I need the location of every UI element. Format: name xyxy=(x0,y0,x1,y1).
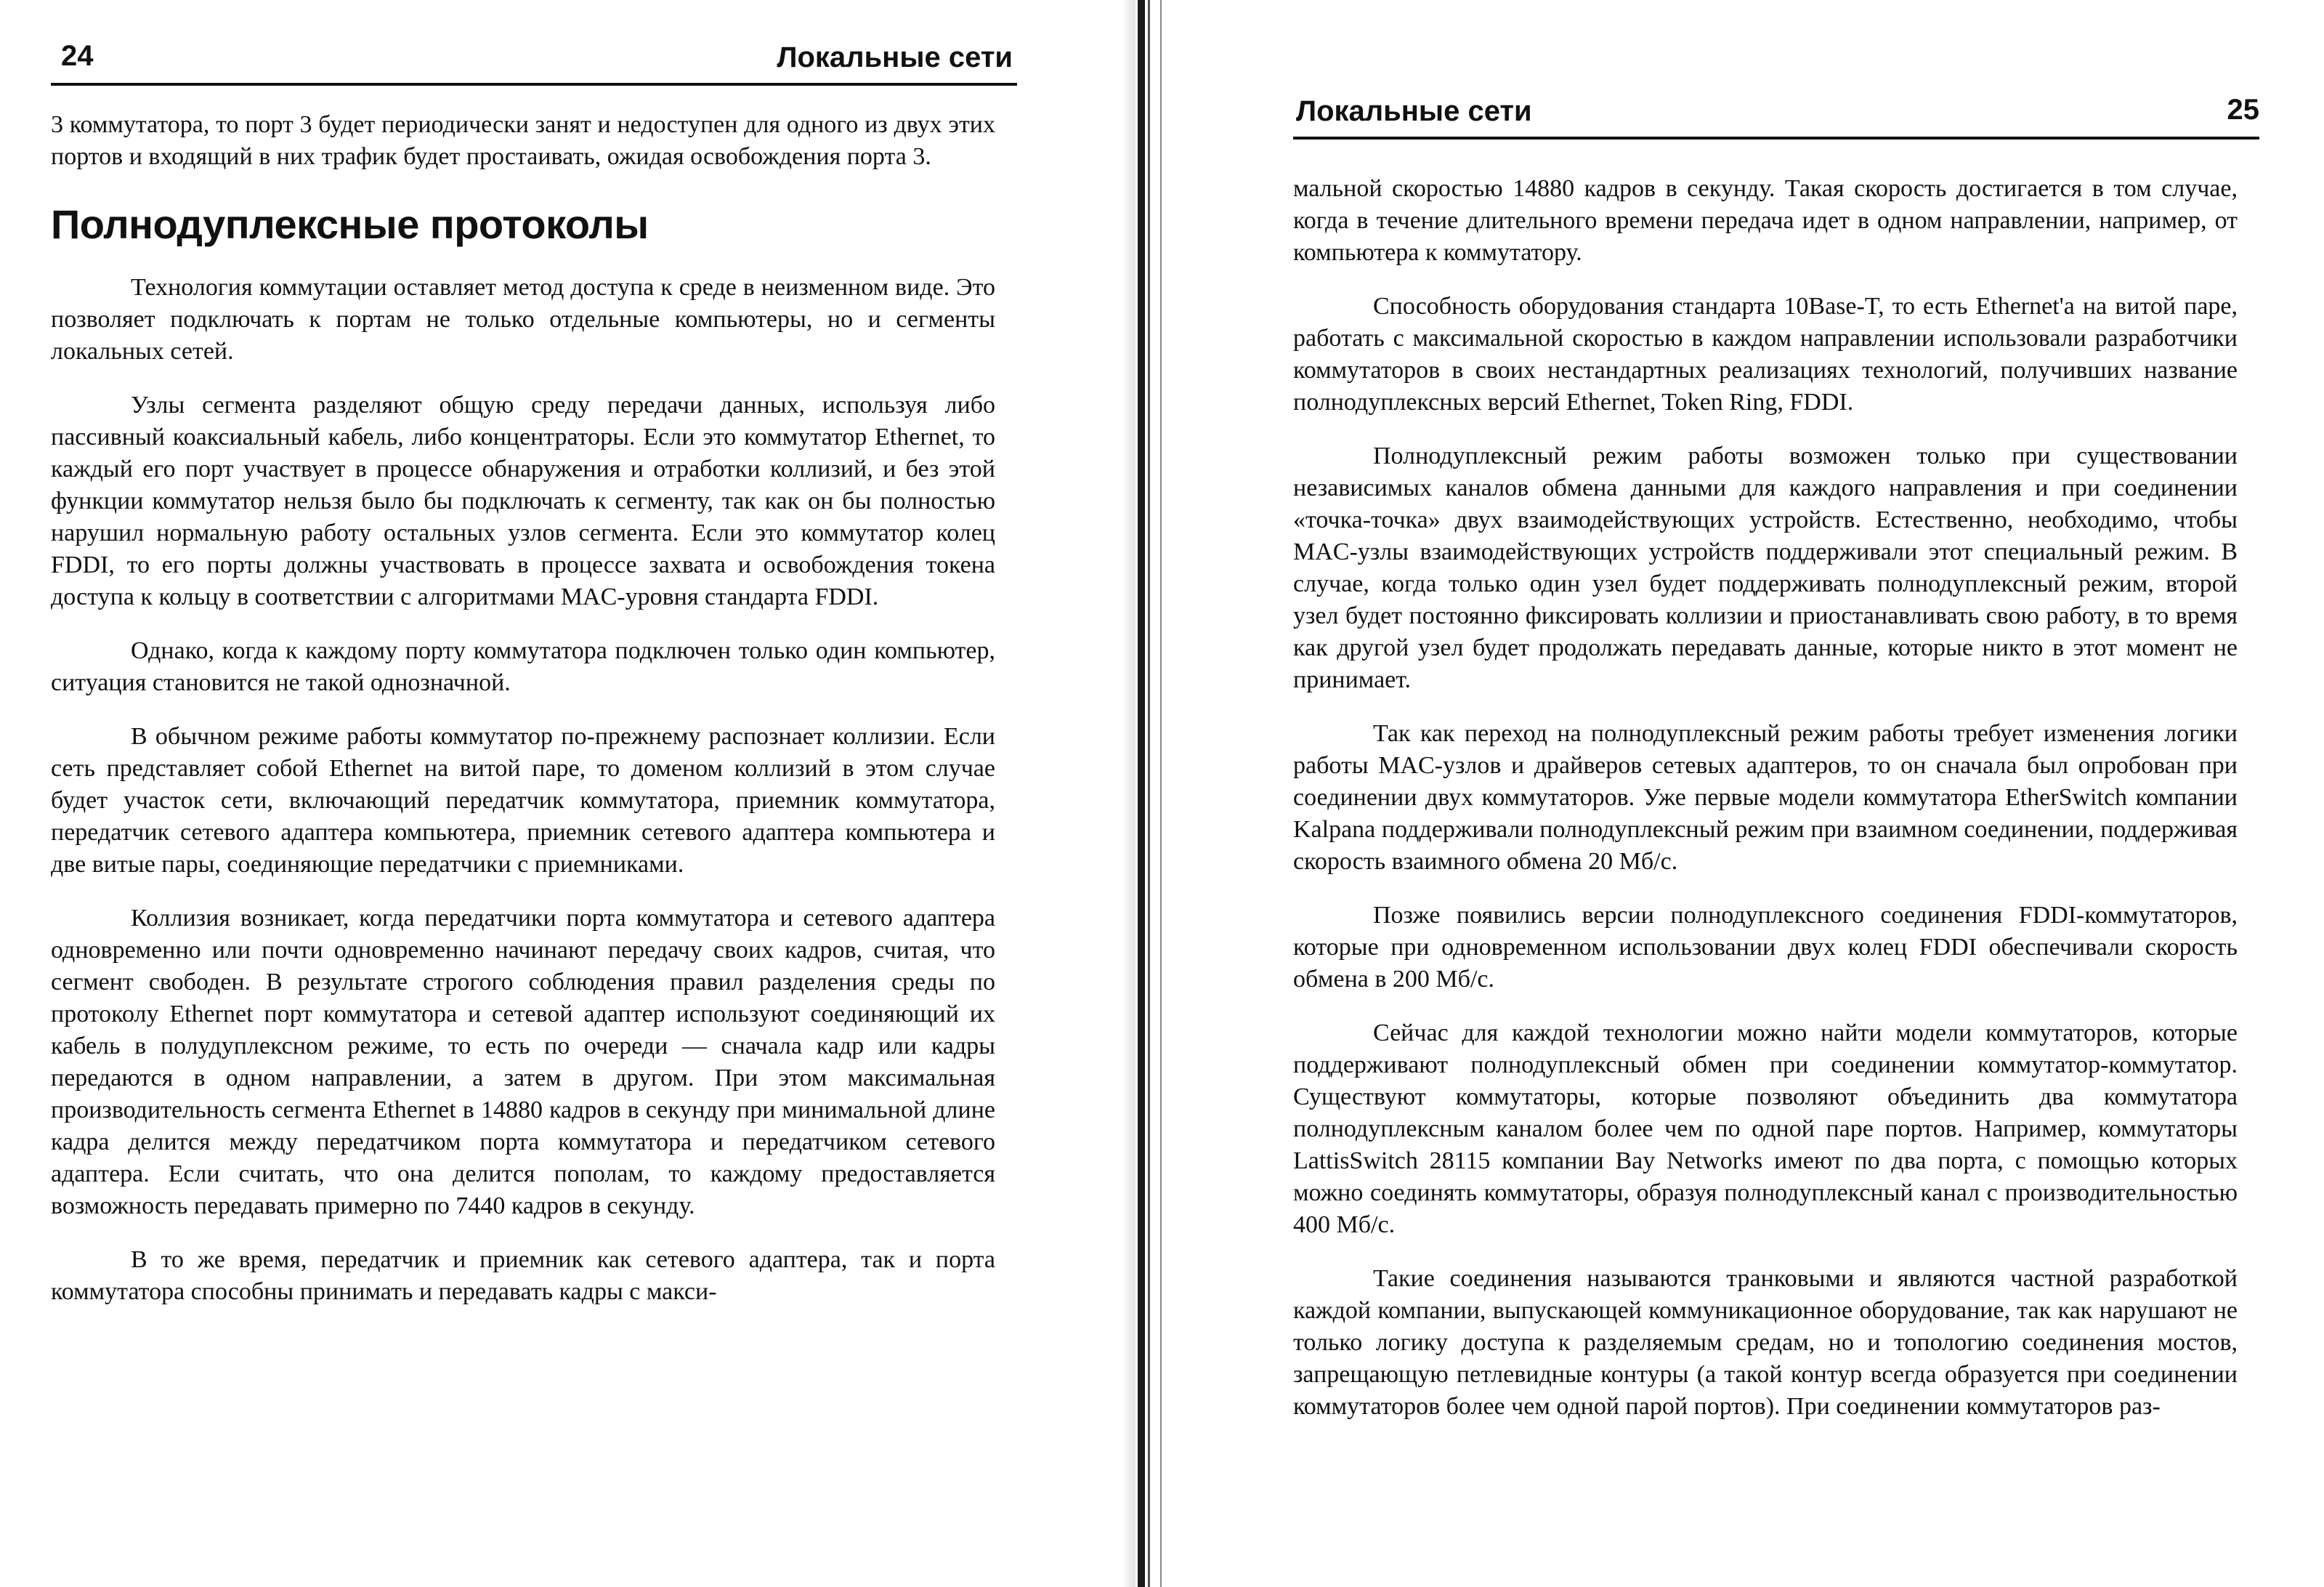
left-intro-paragraph: 3 коммутатора, то порт 3 будет периодически занят и недоступен для одного из двух этих портов и входящий в них трафик будет простаивать, ожидая освобождения порта 3. xyxy=(51,111,995,170)
right-paragraph-1: Способность оборудования стандарта 10Base-T, то есть Ethernet'а на витой паре, работать с максимальной скоростью в каждом направлении использовали разработчики коммутаторов в своих нестандартных реализациях технологий, получивших название полнодуплексных версий Ethernet, Token Ring, FDDI. xyxy=(1293,293,2238,416)
left-page xyxy=(51,0,1017,1587)
right-intro-paragraph: мальной скоростью 14880 кадров в секунду. Такая скорость достигается в том случае, когда в течение длительного времени передача идет в одном направлении, например, от компьютера к коммутатору. xyxy=(1293,175,2238,266)
right-paragraph-5: Сейчас для каждой технологии можно найти модели коммутаторов, которые поддерживают полнодуплексный обмен при соединении коммутатор-коммутатор. Существуют коммутаторы, которые позволяют объединить два коммутатора полнодуплексным каналом более чем по одной паре портов. Например, коммутаторы LattisSwitch 28115 компании Bay Networks имеют по два порта, с помощью которых можно соединять коммутаторы, образуя полнодуплексный канал с производительностью 400 Мб/с. xyxy=(1293,1019,2238,1238)
section-heading: Полнодуплексные протоколы xyxy=(51,201,649,247)
book-spine xyxy=(1138,0,1145,1587)
right-page-number: 25 xyxy=(2227,94,2259,126)
left-paragraph-6: В то же время, передатчик и приемник как сетевого адаптера, так и порта коммутатора способны принимать и передавать кадры с макси- xyxy=(51,1246,995,1305)
left-running-title: Локальные сети xyxy=(777,41,1013,73)
left-paragraph-2: Узлы сегмента разделяют общую среду передачи данных, используя либо пассивный коаксиальный кабель, либо концентраторы. Если это коммутатор Ethernet, то каждый его порт участвует в процессе обнаружения и отработки коллизий, и без этой функции коммутатор нельзя было бы подключать к сегменту, так как он бы полностью нарушил нормальную работу остальных узлов сегмента. Если это коммутатор колец FDDI, то его порты должны участвовать в процессе захвата и освобождения токена доступа к кольцу в соответствии с алгоритмами MAC-уровня стандарта FDDI. xyxy=(51,392,995,610)
left-page-body xyxy=(51,109,995,1330)
right-paragraph-6: Такие соединения называются транковыми и являются частной разработкой каждой компании, выпускающей коммуникационное оборудование, так как нарушают не только логику доступа к разделяемым средам, но и топологию соединения мостов, запрещающую петлевидные контуры (а такой контур всегда образуется при соединении коммутаторов более чем одной парой портов). При соединении коммутаторов раз- xyxy=(1293,1265,2238,1420)
page-gutter-shadow xyxy=(1122,0,1135,1587)
right-page xyxy=(1293,0,2259,1587)
right-paragraph-4: Позже появились версии полнодуплексного соединения FDDI-коммутаторов, которые при одновременном использовании двух колец FDDI обеспечивали скорость обмена в 200 Мб/с. xyxy=(1293,902,2238,993)
left-page-header xyxy=(51,32,1017,86)
left-paragraph-5: Коллизия возникает, когда передатчики порта коммутатора и сетевого адаптера одновременно или почти одновременно начинают передачу своих кадров, считая, что сегмент свободен. В результате строгого соблюдения правил разделения среды по протоколу Ethernet порт коммутатора и сетевой адаптер используют соединяющий их кабель в полудуплексном режиме, то есть по очереди — сначала кадр или кадры передаются в одном направлении, а затем в другом. При этом максимальная производительность сегмента Ethernet в 14880 кадров в секунду при минимальной длине кадра делится между передатчиком порта коммутатора и передатчиком сетевого адаптера. Если считать, что она делится пополам, то каждому предоставляется возможность передавать примерно по 7440 кадров в секунду. xyxy=(51,905,995,1219)
left-paragraph-3: Однако, когда к каждому порту коммутатора подключен только один компьютер, ситуация становится не такой однозначной. xyxy=(51,637,995,696)
left-paragraph-1: Технология коммутации оставляет метод доступа к среде в неизменном виде. Это позволяет подключать к портам не только отдельные компьютеры, но и сегменты локальных сетей. xyxy=(51,274,995,365)
spine-fold-line xyxy=(1160,0,1162,1587)
left-page-number: 24 xyxy=(61,40,94,72)
right-paragraph-2: Полнодуплексный режим работы возможен только при существовании независимых каналов обмена данными для каждого направления и при соединении «точка-точка» двух взаимодействующих устройств. Естественно, необходимо, чтобы MAC-узлы взаимодействующих устройств поддерживали этот специальный режим. В случае, когда только один узел будет поддерживать полнодуплексный режим, второй узел будет постоянно фиксировать коллизии и приостанавливать свою работу, в то время как другой узел будет продолжать передавать данные, которые никто в этот момент не принимает. xyxy=(1293,443,2238,693)
right-running-title: Локальные сети xyxy=(1296,95,1532,127)
right-paragraph-3: Так как переход на полнодуплексный режим работы требует изменения логики работы MAC-узлов и драйверов сетевых адаптеров, то он сначала был опробован при соединении двух коммутаторов. Уже первые модели коммутатора EtherSwitch компании Kalpana поддерживали полнодуплексный режим при взаимном соединении, поддерживая скорость взаимного обмена 20 Мб/с. xyxy=(1293,720,2238,875)
left-paragraph-4: В обычном режиме работы коммутатор по-прежнему распознает коллизии. Если сеть представляет собой Ethernet на витой паре, то доменом коллизий в этом случае будет участок сети, включающий передатчик коммутатора, приемник коммутатора, передатчик сетевого адаптера компьютера, приемник сетевого адаптера компьютера и две витые пары, соединяющие передатчики с приемниками. xyxy=(51,723,995,878)
right-page-body xyxy=(1293,173,2238,1445)
spine-edge-line xyxy=(1148,0,1150,1587)
right-page-header xyxy=(1293,86,2259,140)
